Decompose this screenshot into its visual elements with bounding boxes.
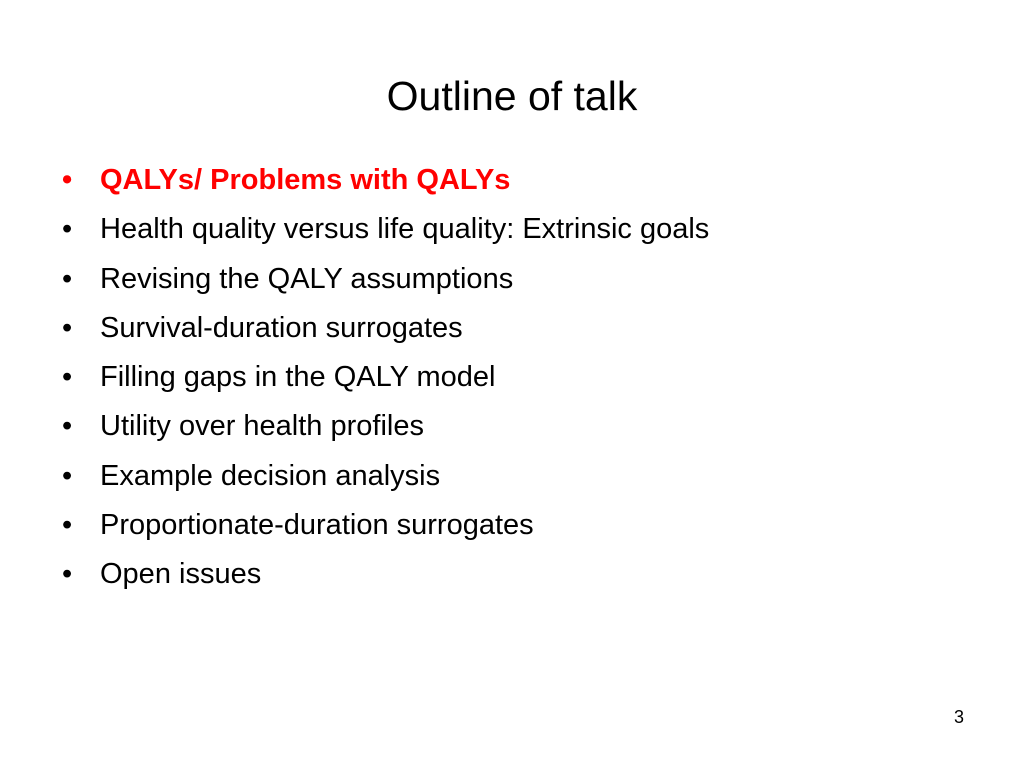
bullet-icon: •	[62, 311, 73, 344]
list-item-text: QALYs/ Problems with QALYs	[100, 164, 511, 196]
bullet-icon: •	[62, 213, 73, 246]
list-item-text: Utility over health profiles	[100, 410, 424, 443]
bullet-icon: •	[62, 262, 73, 295]
slide-number: 3	[953, 707, 964, 727]
bullet-icon: •	[62, 164, 73, 196]
list-item-text: Survival-duration surrogates	[100, 311, 463, 344]
bullet-icon: •	[62, 361, 73, 394]
list-item-text: Filling gaps in the QALY model	[100, 361, 496, 394]
list-item-text: Open issues	[100, 558, 262, 591]
list-item-text: Revising the QALY assumptions	[100, 262, 514, 295]
bullet-icon: •	[62, 410, 73, 443]
list-item-text: Health quality versus life quality: Extrinsic goals	[100, 213, 710, 246]
bullet-icon: •	[62, 558, 73, 591]
list-item-text: Proportionate-duration surrogates	[100, 509, 534, 542]
list-item-text: Example decision analysis	[100, 459, 441, 492]
slide-title: Outline of talk	[386, 73, 638, 119]
bullet-icon: •	[62, 459, 73, 492]
bullet-icon: •	[62, 509, 73, 542]
